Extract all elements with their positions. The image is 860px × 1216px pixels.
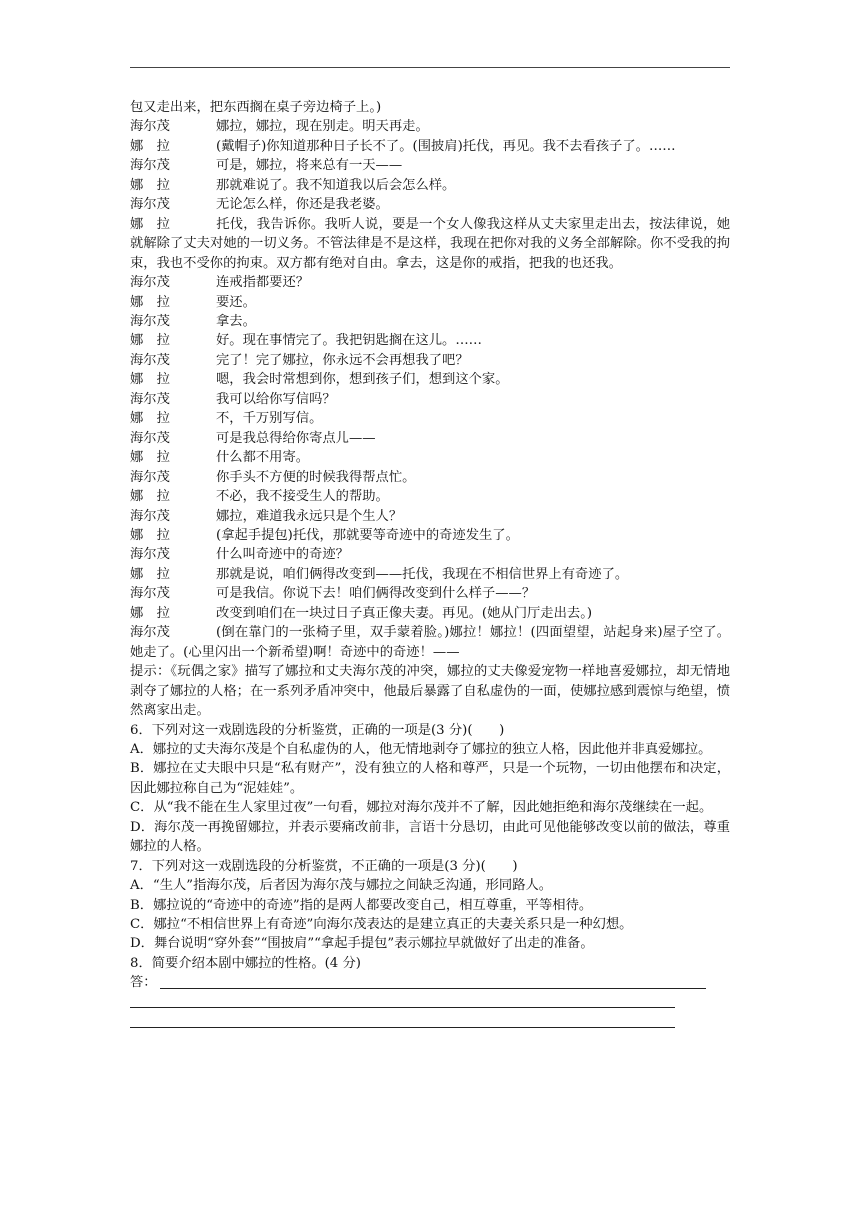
speaker-name: 娜 拉 bbox=[130, 372, 170, 388]
dialogue-line bbox=[130, 429, 730, 448]
dialogue-text: 完了！完了娜拉，你永远不会再想我了吧？ bbox=[216, 352, 469, 368]
speaker-name: 娜 拉 bbox=[130, 527, 170, 543]
dialogue-line bbox=[130, 390, 730, 409]
dialogue-text: 要还。 bbox=[216, 294, 256, 310]
speaker-name: 海尔茂 bbox=[130, 430, 170, 446]
speaker-name: 娜 拉 bbox=[130, 294, 170, 310]
dialogue-line bbox=[130, 293, 730, 312]
dialogue-text: (拿起手提包)托伐，那就要等奇迹中的奇迹发生了。 bbox=[216, 527, 519, 543]
speaker-name: 海尔茂 bbox=[130, 313, 170, 329]
dialogue-text: (戴帽子)你知道那种日子长不了。(围披肩)托伐，再见。我不去看孩子了。…… bbox=[216, 138, 676, 154]
header-rule bbox=[130, 67, 730, 68]
dialogue-line bbox=[130, 526, 730, 545]
speaker-name: 海尔茂 bbox=[130, 391, 170, 407]
dialogue-block bbox=[130, 117, 730, 662]
question-6-stem: 6．下列对这一戏剧选段的分析鉴赏，正确的一项是(3 分)( ) bbox=[130, 722, 505, 738]
dialogue-text: (倒在靠门的一张椅子里，双手蒙着脸。)娜拉！娜拉！(四面望望，站起身来)屋子空了。她走了。(心里闪出一个新希望)啊！奇迹中的奇迹！—— bbox=[130, 625, 730, 660]
dialogue-line bbox=[130, 565, 730, 584]
dialogue-line bbox=[130, 487, 730, 506]
dialogue-text: 可是，娜拉，将来总有一天—— bbox=[216, 158, 403, 174]
dialogue-line bbox=[130, 195, 730, 214]
dialogue-line bbox=[130, 623, 730, 662]
dialogue-line bbox=[130, 215, 730, 273]
question-8 bbox=[130, 954, 730, 1032]
dialogue-text: 拿去。 bbox=[216, 313, 256, 329]
dialogue-text: 无论怎么样，你还是我老婆。 bbox=[216, 197, 389, 213]
dialogue-line bbox=[130, 507, 730, 526]
speaker-name: 海尔茂 bbox=[130, 469, 170, 485]
question-8-stem: 8．简要介绍本剧中娜拉的性格。(4 分) bbox=[130, 955, 361, 971]
dialogue-text: 什么叫奇迹中的奇迹？ bbox=[216, 547, 349, 563]
dialogue-text: 娜拉，难道我永远只是个生人？ bbox=[216, 508, 403, 524]
stage-direction-opening: 包又走出来，把东西搁在桌子旁边椅子上。) bbox=[130, 100, 382, 115]
answer-line-3[interactable] bbox=[130, 1012, 730, 1031]
answer-underline-1 bbox=[160, 988, 706, 989]
dialogue-line bbox=[130, 370, 730, 389]
speaker-name: 娜 拉 bbox=[130, 216, 170, 232]
dialogue-text: 托伐，我告诉你。我听人说，要是一个女人像我这样从丈夫家里走出去，按法律说，她就解除了丈夫对她的一切义务。不管法律是不是这样，我现在把你对我的义务全部解除。你不受我的拘束，我也不受你的拘束。双方都有绝对自由。拿去，这是你的戒指，把我的也还我。 bbox=[130, 216, 730, 271]
answer-line-1[interactable] bbox=[130, 973, 730, 992]
dialogue-line bbox=[130, 448, 730, 467]
document-body bbox=[130, 98, 730, 1032]
question-7-option-d: D．舞台说明“穿外套”“围披肩”“拿起手提包”表示娜拉早就做好了出走的准备。 bbox=[130, 936, 594, 952]
dialogue-line bbox=[130, 312, 730, 331]
dialogue-line bbox=[130, 545, 730, 564]
question-6-option-d: D．海尔茂一再挽留娜拉，并表示要痛改前非，言语十分恳切，由此可见他能够改变以前的做法，尊重娜拉的人格。 bbox=[130, 819, 730, 855]
dialogue-text: 你手头不方便的时候我得帮点忙。 bbox=[216, 469, 416, 485]
dialogue-text: 不，千万别写信。 bbox=[216, 411, 323, 427]
speaker-name: 娜 拉 bbox=[130, 450, 170, 466]
dialogue-text: 嗯，我会时常想到你，想到孩子们，想到这个家。 bbox=[216, 372, 509, 388]
dialogue-text: 那就是说，咱们俩得改变到——托伐，我现在不相信世界上有奇迹了。 bbox=[216, 566, 629, 582]
dialogue-text: 那就难说了。我不知道我以后会怎么样。 bbox=[216, 177, 456, 193]
dialogue-line bbox=[130, 156, 730, 175]
speaker-name: 海尔茂 bbox=[130, 508, 170, 524]
answer-line-2[interactable] bbox=[130, 993, 730, 1012]
dialogue-text: 可是我信。你说下去！咱们俩得改变到什么样子——？ bbox=[216, 586, 536, 602]
speaker-name: 海尔茂 bbox=[130, 586, 170, 602]
dialogue-line bbox=[130, 176, 730, 195]
speaker-name: 娜 拉 bbox=[130, 489, 170, 505]
speaker-name: 海尔茂 bbox=[130, 275, 170, 291]
speaker-name: 海尔茂 bbox=[130, 352, 170, 368]
dialogue-line bbox=[130, 137, 730, 156]
question-7-option-b: B．娜拉说的“奇迹中的奇迹”指的是两人都要改变自己，相互尊重，平等相待。 bbox=[130, 897, 593, 913]
speaker-name: 海尔茂 bbox=[130, 119, 170, 135]
dialogue-line bbox=[130, 584, 730, 603]
speaker-name: 娜 拉 bbox=[130, 605, 170, 621]
speaker-name: 海尔茂 bbox=[130, 158, 170, 174]
dialogue-line bbox=[130, 351, 730, 370]
dialogue-text: 我可以给你写信吗？ bbox=[216, 391, 336, 407]
answer-label: 答： bbox=[130, 975, 157, 991]
speaker-name: 海尔茂 bbox=[130, 197, 170, 213]
speaker-name: 娜 拉 bbox=[130, 177, 170, 193]
answer-underline-3 bbox=[130, 1027, 675, 1028]
hint-paragraph: 提示：《玩偶之家》描写了娜拉和丈夫海尔茂的冲突，娜拉的丈夫像爱宠物一样地喜爱娜拉，却无情地剥夺了娜拉的人格；在一系列矛盾冲突中，他最后暴露了自私虚伪的一面，使娜拉感到震惊与绝望，愤然离家出走。 bbox=[130, 664, 730, 719]
dialogue-text: 改变到咱们在一块过日子真正像夫妻。再见。(她从门厅走出去。) bbox=[216, 605, 593, 621]
dialogue-line bbox=[130, 604, 730, 623]
question-7-stem: 7．下列对这一戏剧选段的分析鉴赏，不正确的一项是(3 分)( ) bbox=[130, 858, 518, 874]
speaker-name: 娜 拉 bbox=[130, 411, 170, 427]
dialogue-line bbox=[130, 331, 730, 350]
question-6-option-c: C．从“我不能在生人家里过夜”一句看，娜拉对海尔茂并不了解，因此她拒绝和海尔茂继续在一起。 bbox=[130, 800, 713, 816]
speaker-name: 海尔茂 bbox=[130, 625, 170, 641]
dialogue-line bbox=[130, 409, 730, 428]
question-7-option-c: C．娜拉“不相信世界上有奇迹”向海尔茂表达的是建立真正的夫妻关系只是一种幻想。 bbox=[130, 917, 633, 933]
speaker-name: 娜 拉 bbox=[130, 333, 170, 349]
question-7 bbox=[130, 857, 730, 954]
dialogue-text: 连戒指都要还？ bbox=[216, 275, 310, 291]
dialogue-line bbox=[130, 117, 730, 136]
question-7-option-a: A．“生人”指海尔茂，后者因为海尔茂与娜拉之间缺乏沟通，形同路人。 bbox=[130, 878, 553, 894]
question-6-option-a: A．娜拉的丈夫海尔茂是个自私虚伪的人，他无情地剥夺了娜拉的独立人格，因此他并非真爱娜拉。 bbox=[130, 741, 712, 757]
speaker-name: 娜 拉 bbox=[130, 566, 170, 582]
answer-underline-2 bbox=[130, 1007, 675, 1008]
dialogue-line bbox=[130, 273, 730, 292]
speaker-name: 海尔茂 bbox=[130, 547, 170, 563]
dialogue-line bbox=[130, 468, 730, 487]
dialogue-text: 可是我总得给你寄点儿—— bbox=[216, 430, 376, 446]
speaker-name: 娜 拉 bbox=[130, 138, 170, 154]
dialogue-text: 什么都不用寄。 bbox=[216, 450, 310, 466]
question-6 bbox=[130, 721, 730, 857]
question-6-option-b: B．娜拉在丈夫眼中只是“私有财产”，没有独立的人格和尊严，只是一个玩物，一切由他摆布和决定，因此娜拉称自己为“泥娃娃”。 bbox=[130, 761, 730, 796]
dialogue-text: 不必，我不接受生人的帮助。 bbox=[216, 489, 389, 505]
dialogue-text: 好。现在事情完了。我把钥匙搁在这儿。…… bbox=[216, 333, 482, 349]
dialogue-text: 娜拉，娜拉，现在别走。明天再走。 bbox=[216, 119, 429, 135]
